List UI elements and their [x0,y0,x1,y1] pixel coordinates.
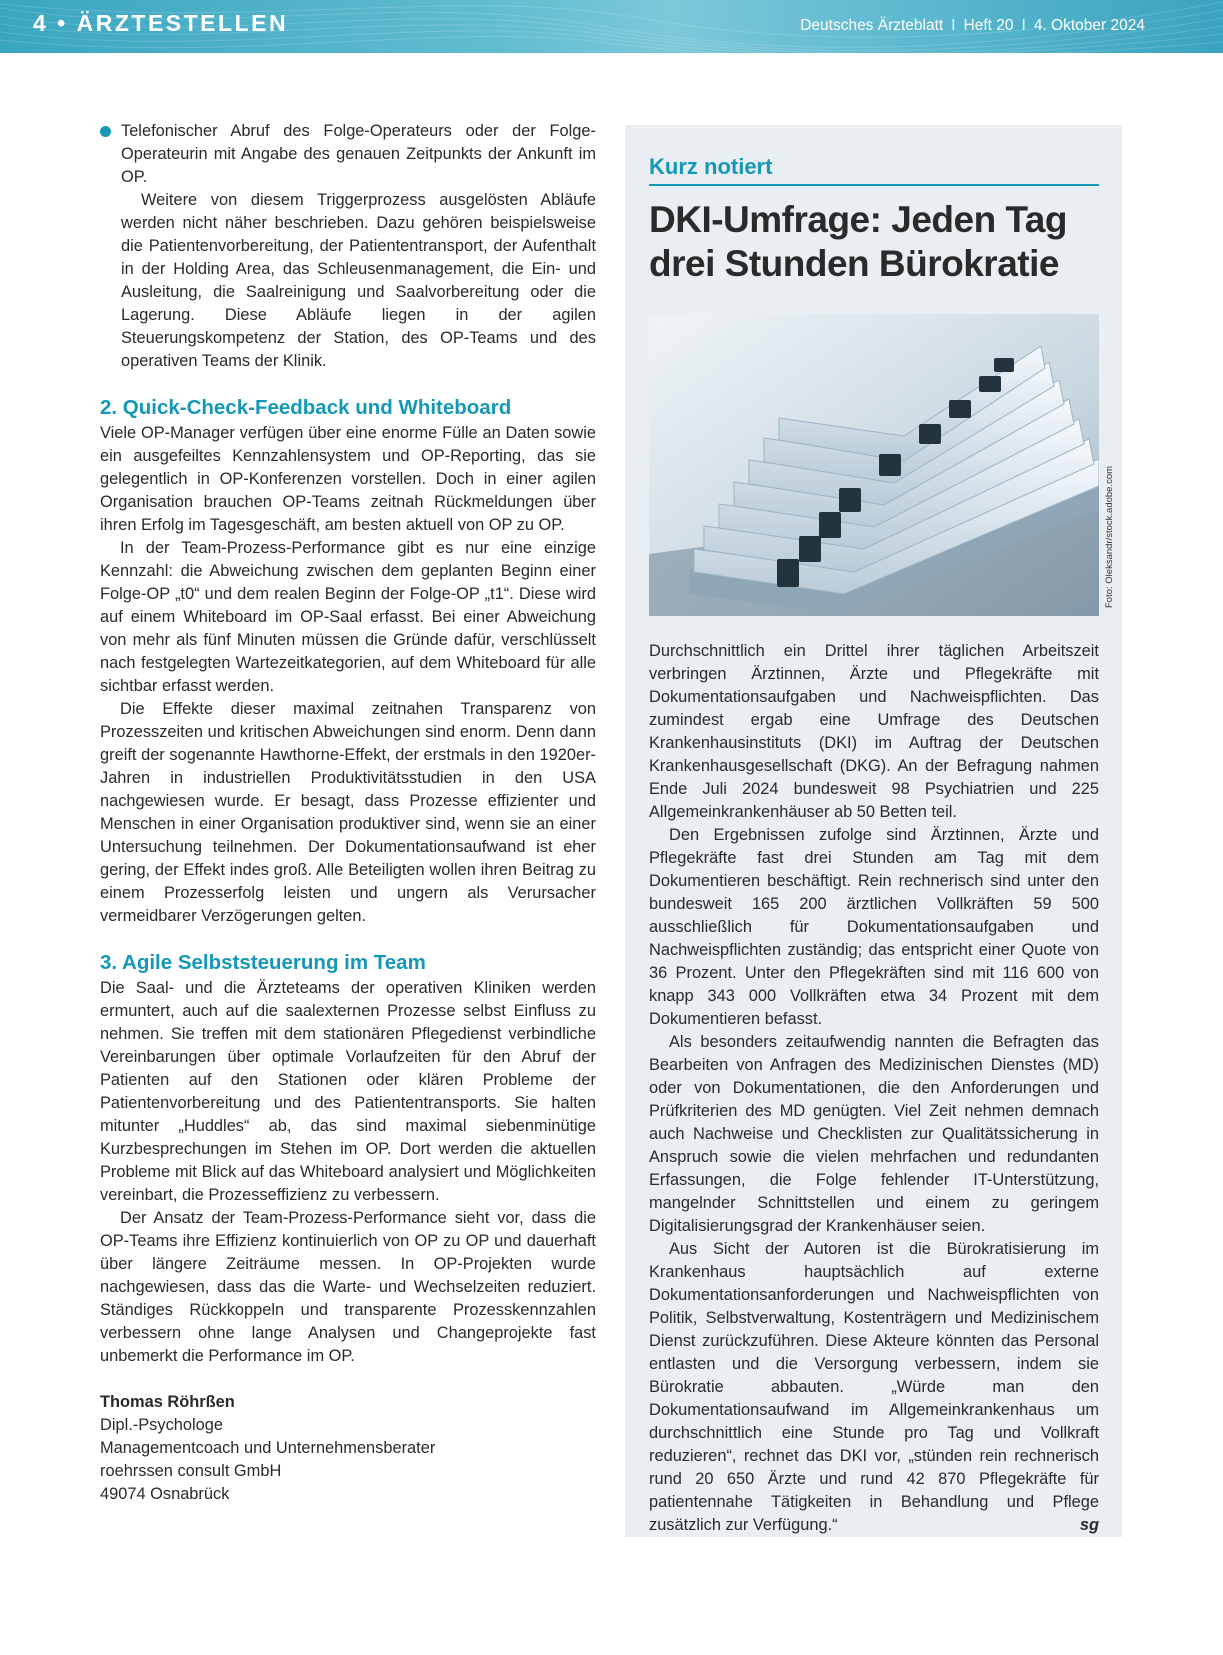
author-signature: sg [1079,1516,1099,1534]
author-block [100,1391,596,1506]
separator: I [951,17,956,34]
paper-stack-illustration [649,314,1099,616]
paragraph: Der Ansatz der Team-Prozess-Performance sieht vor, dass die OP-Teams ihre Effizienz kontinuierlich von OP zu OP und dauerhaft über längere Zeiträume messen. In OP-Projekten wurde nachgewiesen, dass das die Warte- und Wechselzeiten reduziert. Ständiges Rückkoppeln und transparente Prozesskennzahlen verbessern ohne lange Analysen und Changeprojekte fast unbemerkt die Performance im OP. [100,1209,596,1365]
paragraph [649,1238,1099,1537]
section-heading: 2. Quick-Check-Feedback und Whiteboard [100,396,512,419]
section-heading: 3. Agile Selbststeuerung im Team [100,951,426,974]
author-role: Managementcoach und Unternehmensberater [100,1439,436,1457]
bullet-item [100,120,596,189]
paragraph: Viele OP-Manager verfügen über eine enorme Fülle an Daten sowie ein ausgefeiltes Kennzahlensystem und OP-Reporting, das sie gelegentlich in OP-Konferenzen vorstellen. Doch in einer agilen Organisation brauchen OP-Teams zeitnah Rückmeldungen über ihren Erfolg im Tagesgeschäft, am besten aktuell von OP zu OP. [100,424,596,534]
author-city: 49074 Osnabrück [100,1485,230,1503]
publication-info [800,17,1145,35]
sidebar-kicker: Kurz notiert [649,153,1099,186]
sidebar-headline: DKI-Umfrage: Jeden Tag drei Stunden Bürokratie [649,199,1067,284]
document-stack-photo [649,314,1099,616]
paragraph: Als besonders zeitaufwendig nannten die Befragten das Bearbeiten von Anfragen des Medizinischen Dienstes (MD) oder von Dokumentationen, die den Anforderungen und Prüfkriterien des MD genügten. Viel Zeit nehmen demnach auch Nachweise und Checklisten zur Qualitätssicherung in Anspruch sowie die vielen mehrfachen und redundanten Erfassungen, die Folge fehlender IT-Unterstützung, mangelnder Schnittstellen und einem zu geringem Digitalisierungsgrad der Krankenhäuser seien. [649,1033,1099,1235]
paragraph: In der Team-Prozess-Performance gibt es nur eine einzige Kennzahl: die Abweichung zwischen dem geplanten Beginn einer Folge-OP „t0“ und dem realen Beginn der Folge-OP „t1“. Diese wird auf einem Whiteboard im OP-Saal erfasst. Bei einer Abweichung von mehr als fünf Minuten müssen die Gründe dafür, verschlüsselt nach festgelegten Wartezeitkategorien, auf dem Whiteboard für alle sichtbar erfasst werden. [100,539,596,695]
paragraph: Durchschnittlich ein Drittel ihrer täglichen Arbeitszeit verbringen Ärztinnen, Ärzte und Pflegekräfte mit Dokumentationsaufgaben und Nachweispflichten. Das zumindest ergab eine Umfrage des Deutschen Krankenhausinstituts (DKI) im Auftrag der Deutschen Krankenhausgesellschaft (DKG). An der Befragung nahmen Ende Juli 2024 bundesweit 98 Psychiatrien und 225 Allgemeinkrankenhäuser ab 50 Betten teil. [649,642,1099,821]
paragraph: Den Ergebnissen zufolge sind Ärztinnen, Ärzte und Pflegekräfte fast drei Stunden am Tag mit dem Dokumentieren beschäftigt. Rein rechnerisch sind unter den bundesweit 165 200 ärztlichen Vollkräften 59 500 ausschließlich für Dokumentationsaufgaben und Nachweispflichten zuständig; das entspricht einer Quote von 36 Prozent. Unter den Pflegekräften sind mit 116 600 von knapp 343 000 Vollkräften etwa 34 Prozent mit dem Dokumentieren befasst. [649,826,1099,1028]
author-title: Dipl.-Psychologe [100,1416,223,1434]
separator: I [1021,17,1026,34]
paragraph: Weitere von diesem Triggerprozess ausgelösten Abläufe werden nicht näher beschrieben. Dazu gehören beispielsweise die Patientenvorbereitung, der Patiententransport, der Aufenthalt in der Holding Area, das Schleusenmanagement, die Ein- und Ausleitung, die Saalreinigung und Saalvorbereitung oder die Lagerung. Diese Abläufe liegen in der agilen Steuerungskompetenz der Station, des OP-Teams und des operativen Teams der Klinik. [121,191,596,370]
section-label: 4 • ÄRZTESTELLEN [33,10,289,36]
issue-date: 4. Oktober 2024 [1033,17,1145,34]
photo-credit [1104,596,1115,608]
page-header [0,0,1223,53]
bullet-text: Telefonischer Abruf des Folge-Operateurs oder der Folge-Operateurin mit Angabe des genauen Zeitpunkts der Ankunft im OP. [121,122,596,186]
bullet-dot-icon [100,126,111,137]
paragraph: Die Effekte dieser maximal zeitnahen Transparenz von Prozesszeiten und kritischen Abweichungen sind enorm. Denn dann greift der sogenannte Hawthorne-Effekt, der erstmals in den 1920er-Jahren in industriellen Produktivitätsstudien in den USA nachgewiesen wurde. Er besagt, dass Prozesse effizienter und Menschen in einer Organisation produktiver sind, wenn sie an einer Untersuchung teilnehmen. Der Dokumentationsaufwand ist eher gering, der Effekt indes groß. Alle Beteiligten wollen ihren Beitrag zu einem Prozesserfolg leisten und ungern als Verursacher vermeidbarer Verzögerungen gelten. [100,700,596,925]
issue-number: Heft 20 [963,17,1014,34]
main-article-column [100,120,596,1506]
sidebar-body [649,640,1099,1537]
paragraph-text: Aus Sicht der Autoren ist die Bürokratisierung im Krankenhaus hauptsächlich auf externe Dokumentationsanforderungen und Nachweispflichten von Politik, Selbstverwaltung, Kostenträgern und Medizinischem Dienst zurückzuführen. Diese Akteure könnten das Personal entlasten und die Versorgung verbessern, indem sie Bürokratie abbauten. „Würde man den Dokumentationsaufwand im Allgemeinkrankenhaus um durchschnittlich eine Stunde pro Tag und Vollkraft reduzieren“, rechnet das DKI vor, „stünden rein rechnerisch rund 20 650 Ärzte und rund 42 870 Pflegekräfte für patientennahe Tätigkeiten in Behandlung und Pflege zusätzlich zur Verfügung.“ [649,1240,1099,1534]
publication-name: Deutsches Ärzteblatt [800,17,944,34]
news-sidebar [625,125,1122,1537]
paragraph: Die Saal- und die Ärzteteams der operativen Kliniken werden ermuntert, auch auf die saalexternen Prozesse selbst Einfluss zu nehmen. Sie treffen mit dem stationären Pflegedienst verbindliche Vereinbarungen über optimale Vorlaufzeiten für den Abruf der Patienten auf den Stationen oder klären Probleme der Patientenvorbereitung und des Patiententransports. Sie halten mitunter „Huddles“ ab, das sind maximal siebenminütige Kurzbesprechungen im Stehen im OP. Dort werden die aktuellen Probleme mit Blick auf das Whiteboard analysiert und Möglichkeiten vereinbart, die Prozesseffizienz zu verbessern. [100,979,596,1204]
author-company: roehrssen consult GmbH [100,1462,282,1480]
author-name: Thomas Röhrßen [100,1393,235,1411]
